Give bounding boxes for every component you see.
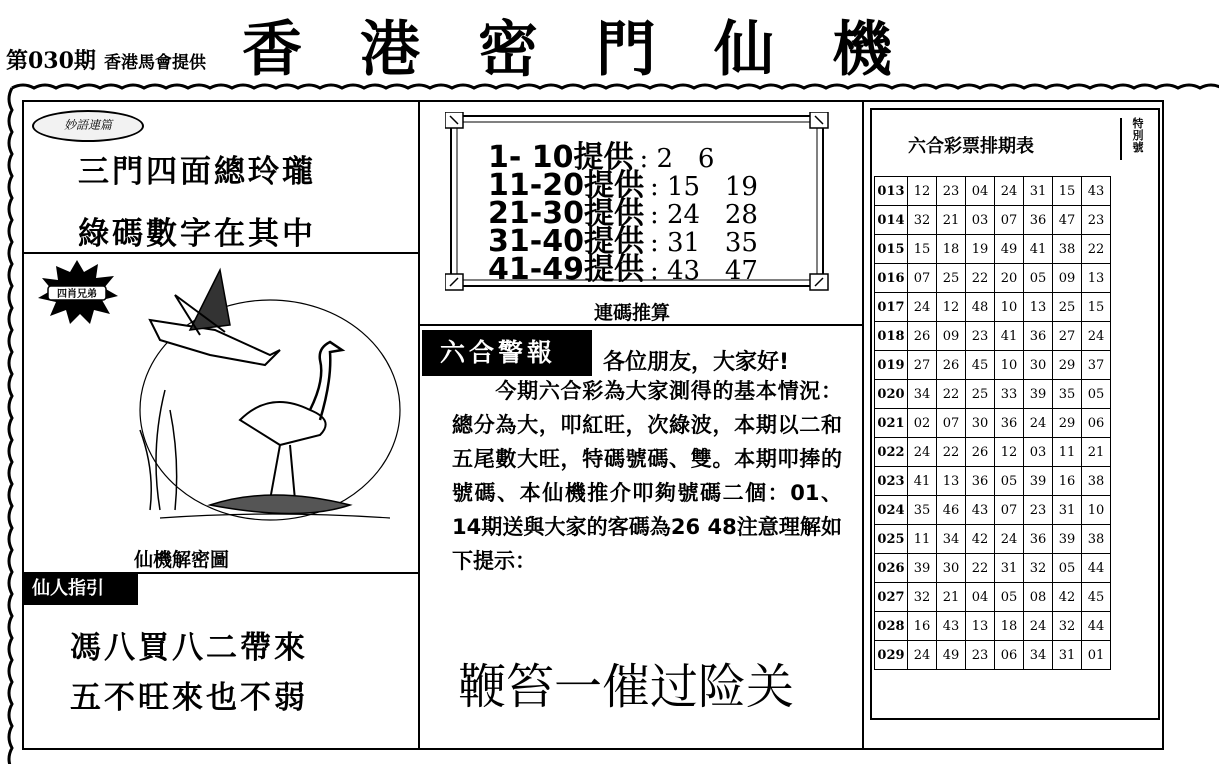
number-cell: 09: [1053, 264, 1082, 293]
table-row: [875, 409, 1111, 438]
number-cell: 49: [995, 235, 1024, 264]
number-cell: 34: [937, 525, 966, 554]
number-cell: 22: [966, 554, 995, 583]
number-cell: 33: [995, 380, 1024, 409]
special-number-cell: 38: [1082, 525, 1111, 554]
special-number-cell: 44: [1082, 554, 1111, 583]
guide-line-1: 馮八買八二帶來: [70, 630, 308, 666]
issue-number: 第030期: [6, 48, 96, 74]
number-cell: 31: [1024, 177, 1053, 206]
number-cell: 32: [1024, 554, 1053, 583]
badge-text: 四肖兄弟: [57, 289, 97, 300]
number-cell: 23: [1024, 496, 1053, 525]
number-cell: 24: [1024, 612, 1053, 641]
poem-line-2: 綠碼數字在其中: [78, 216, 316, 252]
number-cell: 10: [995, 351, 1024, 380]
number-cell: 30: [1024, 351, 1053, 380]
number-cell: 49: [937, 641, 966, 670]
table-row: [875, 206, 1111, 235]
number-cell: 18: [937, 235, 966, 264]
range-values: : 15 19: [649, 172, 758, 202]
table-row: [875, 264, 1111, 293]
number-cell: 16: [1053, 467, 1082, 496]
number-cell: 24: [908, 641, 937, 670]
number-cell: 02: [908, 409, 937, 438]
number-cell: 26: [966, 438, 995, 467]
crane-illustration: [120, 260, 410, 538]
number-cell: 23: [966, 641, 995, 670]
number-cell: 25: [966, 380, 995, 409]
table-row: [875, 322, 1111, 351]
period-cell: 021: [875, 409, 908, 438]
table-row: [875, 496, 1111, 525]
number-cell: 46: [937, 496, 966, 525]
number-cell: 21: [937, 583, 966, 612]
number-cell: 42: [966, 525, 995, 554]
divider-right: [862, 100, 864, 750]
tag-oval: 妙語連篇: [32, 110, 144, 142]
number-cell: 23: [966, 322, 995, 351]
range-label: 11-20提供: [488, 168, 644, 203]
number-cell: 41: [908, 467, 937, 496]
number-cell: 15: [1053, 177, 1082, 206]
number-cell: 34: [908, 380, 937, 409]
range-row: [488, 244, 758, 288]
number-cell: 25: [1053, 293, 1082, 322]
starburst-badge-icon: [34, 258, 120, 328]
special-number-cell: 21: [1082, 438, 1111, 467]
special-number-cell: 13: [1082, 264, 1111, 293]
table-row: [875, 467, 1111, 496]
table-row: [875, 177, 1111, 206]
number-cell: 12: [908, 177, 937, 206]
divider-left: [418, 100, 420, 750]
special-number-cell: 10: [1082, 496, 1111, 525]
number-cell: 41: [1024, 235, 1053, 264]
number-cell: 04: [966, 583, 995, 612]
special-number-cell: 43: [1082, 177, 1111, 206]
number-cell: 36: [1024, 322, 1053, 351]
number-cell: 34: [1024, 641, 1053, 670]
guide-line-2: 五不旺來也不弱: [70, 680, 308, 716]
slogan-text: 鞭笞一催过险关: [458, 659, 795, 715]
body-text: 今期六合彩為大家測得的基本情況：總分為大，叩紅旺，次綠波，本期以二和五尾數大旺，特碼號碼、雙。本期叩捧的號碼、本仙機推介叩夠號碼二個：01、14期送與大家的客碼為26 48注意理解如下提示：: [452, 379, 842, 573]
number-cell: 35: [1053, 380, 1082, 409]
number-cell: 07: [995, 496, 1024, 525]
number-cell: 39: [1024, 380, 1053, 409]
number-cell: 11: [908, 525, 937, 554]
range-label: 41-49提供: [488, 252, 644, 287]
number-cell: 32: [908, 206, 937, 235]
number-cell: 18: [995, 612, 1024, 641]
table-row: [875, 641, 1111, 670]
range-values: : 24 28: [649, 200, 758, 230]
number-cell: 03: [966, 206, 995, 235]
alert-label: 六合警報: [422, 330, 592, 376]
number-cell: 06: [995, 641, 1024, 670]
special-number-cell: 15: [1082, 293, 1111, 322]
number-cell: 20: [995, 264, 1024, 293]
schedule-special-label: 特別號: [1132, 117, 1144, 154]
table-row: [875, 293, 1111, 322]
number-cell: 36: [1024, 206, 1053, 235]
number-cell: 07: [908, 264, 937, 293]
range-values: : 2 6: [639, 144, 715, 174]
table-row: [875, 583, 1111, 612]
number-cell: 45: [966, 351, 995, 380]
picture-caption: 仙機解密圖: [134, 549, 230, 571]
number-cell: 27: [908, 351, 937, 380]
number-cell: 15: [908, 235, 937, 264]
range-label: 31-40提供: [488, 224, 644, 259]
schedule-title: 六合彩票排期表: [908, 136, 1034, 157]
number-cell: 31: [995, 554, 1024, 583]
special-number-cell: 05: [1082, 380, 1111, 409]
period-cell: 027: [875, 583, 908, 612]
number-cell: 39: [908, 554, 937, 583]
special-number-cell: 22: [1082, 235, 1111, 264]
period-cell: 026: [875, 554, 908, 583]
number-cell: 07: [995, 206, 1024, 235]
guide-label: 仙人指引: [22, 573, 138, 605]
period-cell: 029: [875, 641, 908, 670]
number-cell: 04: [966, 177, 995, 206]
table-row: [875, 554, 1111, 583]
period-cell: 014: [875, 206, 908, 235]
number-cell: 23: [937, 177, 966, 206]
period-cell: 028: [875, 612, 908, 641]
schedule-table: [874, 176, 1111, 670]
number-cell: 30: [937, 554, 966, 583]
period-cell: 024: [875, 496, 908, 525]
special-number-cell: 37: [1082, 351, 1111, 380]
period-cell: 025: [875, 525, 908, 554]
special-number-cell: 23: [1082, 206, 1111, 235]
number-cell: 21: [937, 206, 966, 235]
number-cell: 05: [995, 583, 1024, 612]
number-cell: 43: [937, 612, 966, 641]
poem-line-1: 三門四面總玲瓏: [78, 154, 316, 190]
number-cell: 09: [937, 322, 966, 351]
period-cell: 015: [875, 235, 908, 264]
number-cell: 36: [995, 409, 1024, 438]
number-cell: 22: [966, 264, 995, 293]
number-cell: 13: [1024, 293, 1053, 322]
number-cell: 08: [1024, 583, 1053, 612]
number-cell: 24: [908, 293, 937, 322]
period-cell: 016: [875, 264, 908, 293]
number-cell: 39: [1053, 525, 1082, 554]
number-cell: 48: [966, 293, 995, 322]
table-row: [875, 612, 1111, 641]
number-cell: 07: [937, 409, 966, 438]
number-cell: 26: [908, 322, 937, 351]
table-row: [875, 351, 1111, 380]
number-cell: 42: [1053, 583, 1082, 612]
number-cell: 12: [995, 438, 1024, 467]
range-values: : 31 35: [649, 228, 758, 258]
number-cell: 30: [966, 409, 995, 438]
number-cell: 38: [1053, 235, 1082, 264]
number-cell: 03: [1024, 438, 1053, 467]
number-cell: 05: [995, 467, 1024, 496]
number-cell: 19: [966, 235, 995, 264]
number-cell: 22: [937, 380, 966, 409]
period-cell: 018: [875, 322, 908, 351]
number-cell: 24: [995, 177, 1024, 206]
table-row: [875, 525, 1111, 554]
number-cell: 16: [908, 612, 937, 641]
number-cell: 31: [1053, 496, 1082, 525]
number-cell: 22: [937, 438, 966, 467]
number-cell: 32: [1053, 612, 1082, 641]
table-row: [875, 438, 1111, 467]
greeting-text: 各位朋友，大家好!: [603, 350, 790, 375]
number-cell: 32: [908, 583, 937, 612]
number-cell: 24: [995, 525, 1024, 554]
number-cell: 10: [995, 293, 1024, 322]
period-cell: 020: [875, 380, 908, 409]
special-number-cell: 44: [1082, 612, 1111, 641]
link-calc-label: 連碼推算: [594, 302, 671, 324]
number-cell: 13: [937, 467, 966, 496]
number-cell: 12: [937, 293, 966, 322]
page-title: 香港密門仙機: [242, 15, 950, 85]
special-number-cell: 01: [1082, 641, 1111, 670]
number-cell: 31: [1053, 641, 1082, 670]
number-cell: 43: [966, 496, 995, 525]
number-cell: 35: [908, 496, 937, 525]
number-cell: 36: [966, 467, 995, 496]
range-label: 21-30提供: [488, 196, 644, 231]
special-number-cell: 24: [1082, 322, 1111, 351]
period-cell: 022: [875, 438, 908, 467]
number-cell: 24: [908, 438, 937, 467]
special-number-cell: 45: [1082, 583, 1111, 612]
number-cell: 25: [937, 264, 966, 293]
range-label: 1- 10提供: [488, 140, 634, 175]
schedule-title-divider: [1120, 118, 1122, 160]
period-cell: 023: [875, 467, 908, 496]
number-cell: 47: [1053, 206, 1082, 235]
number-cell: 05: [1024, 264, 1053, 293]
number-cell: 29: [1053, 409, 1082, 438]
number-cell: 05: [1053, 554, 1082, 583]
number-cell: 29: [1053, 351, 1082, 380]
number-cell: 26: [937, 351, 966, 380]
number-cell: 39: [1024, 467, 1053, 496]
number-cell: 13: [966, 612, 995, 641]
provider-label: 香港馬會提供: [104, 53, 206, 73]
period-cell: 019: [875, 351, 908, 380]
period-cell: 013: [875, 177, 908, 206]
number-cell: 24: [1024, 409, 1053, 438]
special-number-cell: 38: [1082, 467, 1111, 496]
range-values: : 43 47: [649, 256, 758, 286]
number-cell: 36: [1024, 525, 1053, 554]
number-cell: 27: [1053, 322, 1082, 351]
special-number-cell: 06: [1082, 409, 1111, 438]
table-row: [875, 235, 1111, 264]
number-cell: 11: [1053, 438, 1082, 467]
number-cell: 41: [995, 322, 1024, 351]
table-row: [875, 380, 1111, 409]
period-cell: 017: [875, 293, 908, 322]
